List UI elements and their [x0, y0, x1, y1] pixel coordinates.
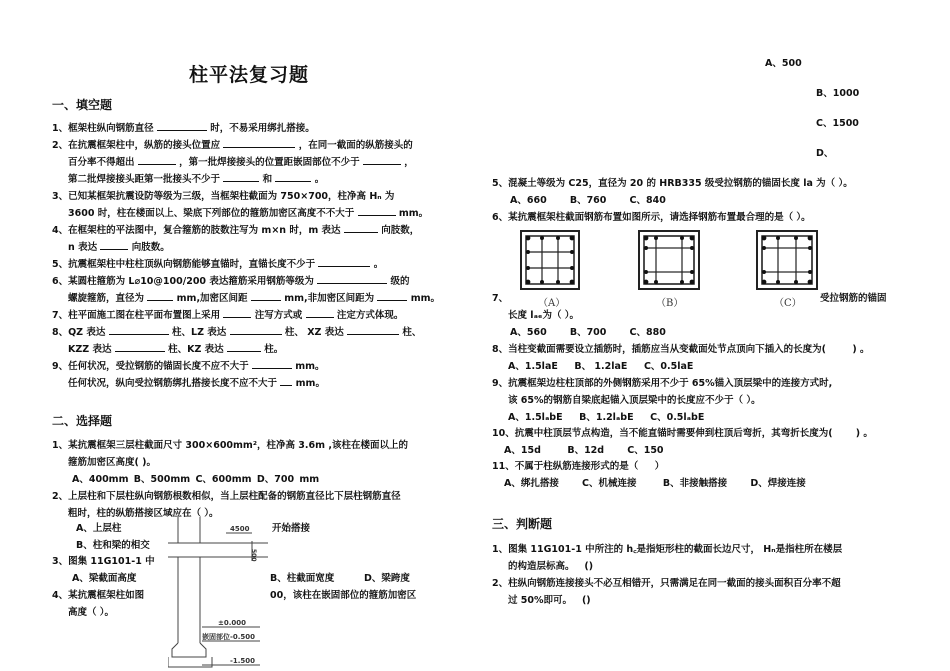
blank	[109, 324, 169, 335]
fill-q4-text2: n 表达	[68, 242, 98, 253]
choice-q2-option-b: B、柱和梁的相交	[76, 540, 150, 551]
choice-q6: 6、某抗震框架柱截面钢筋布置如图所示，请选择钢筋布置最合理的是（ ）。	[492, 212, 811, 223]
blank	[223, 307, 251, 318]
judge-q1-line2: 的构造层标高。 ()	[508, 561, 594, 572]
blank	[227, 341, 261, 352]
fill-q8-line1	[52, 324, 421, 341]
choice-q1-options: A、400mm B、500mm C、600mm D、700 mm	[72, 474, 320, 485]
judge-q2-line1: 2、柱纵向钢筋连接接头不必互相错开，只需满足在同一截面的接头面积百分率不超	[492, 578, 841, 589]
fill-q7	[52, 307, 403, 324]
fill-q2-and: 和	[262, 174, 273, 185]
choice-q5: 5、混凝土等级为 C25，直径为 20 的 HRB335 级受拉钢筋的锚固长度 la 为（ ）。	[492, 178, 853, 189]
section-figure-c	[756, 230, 818, 292]
blank	[252, 358, 292, 369]
blank	[377, 290, 407, 301]
choice-q11: 11、不属于柱纵筋连接形式的是（ ）	[492, 461, 665, 472]
blank	[223, 171, 259, 182]
blank	[100, 239, 128, 250]
right-option-b1000: B、1000	[816, 88, 860, 99]
fill-q5-end: 。	[373, 259, 384, 270]
choice-q4-line1-tail: 00，该柱在嵌固部位的箍筋加密区	[270, 590, 417, 601]
fill-q2-line3	[68, 171, 324, 188]
fill-q2-line2	[68, 154, 414, 171]
section-fill-heading: 一、填空题	[52, 98, 113, 112]
choice-q3-line1: 3、图集 11G101-1 中	[52, 556, 155, 567]
choice-q7-line2: 长度 lₐₑ为（ ）。	[508, 310, 580, 321]
column-elevation-figure	[168, 515, 268, 671]
choice-q9-line1: 9、抗震框架边柱柱顶部的外侧钢筋采用不少于 65%锚入顶层梁中的连接方式时,	[492, 378, 833, 389]
fill-q7-end: 注定方式体现。	[336, 310, 404, 321]
fill-q4-text: 4、在框架柱的平法图中，复合箍筋的肢数注写为 m×n 时，m 表达	[52, 225, 341, 236]
figure-caption-a: （A）	[538, 298, 566, 309]
choice-q5-options: A、660 B、760 C、840	[510, 195, 666, 206]
blank	[157, 120, 207, 131]
dim-4500-label: 4500	[230, 525, 250, 533]
fill-q1	[52, 120, 315, 137]
elevation-base-label: -1.500	[230, 657, 256, 665]
fill-q6-text2: 螺旋箍筋，直径为	[68, 293, 145, 304]
fill-q2-text3: ，第一批焊接接头的位置距嵌固部位不少于	[179, 157, 360, 168]
choice-q3-option-a: A、梁截面高度	[72, 573, 137, 584]
fill-q2-text: 2、在抗震框架柱中，纵筋的接头位置应	[52, 140, 221, 151]
blank	[223, 137, 295, 148]
fill-q8-text2: 柱、LZ 表达	[172, 327, 227, 338]
section-figure-a	[520, 230, 580, 292]
fill-q4-tail2: 向肢数。	[131, 242, 170, 253]
choice-q1-line2: 箍筋加密区高度( )。	[68, 457, 156, 468]
fill-q4-tail: 向肢数，	[381, 225, 420, 236]
fill-q6-text4: mm,非加密区间距为	[284, 293, 375, 304]
fill-q6-line2	[68, 290, 440, 307]
fill-q8-text5: KZZ 表达	[68, 344, 112, 355]
fill-q6-text3: mm,加密区间距	[176, 293, 248, 304]
choice-q2-option-a-tail: 开始搭接	[272, 523, 311, 534]
fill-q2-tail: ，在同一截面的纵筋接头的	[298, 140, 413, 151]
fill-q2-text4: 第二批焊接接头距第一批接头不少于	[68, 174, 221, 185]
blank	[275, 171, 311, 182]
choice-q2-line2: 粗时，柱的纵筋搭接区域应在（ ）。	[68, 508, 219, 519]
fill-q2-end: 。	[314, 174, 325, 185]
choice-q4-line1: 4、某抗震框架柱如图	[52, 590, 145, 601]
choice-q7-tail: 受拉钢筋的锚固	[820, 293, 887, 304]
fill-q8-text: 8、QZ 表达	[52, 327, 106, 338]
fill-q6-line1	[52, 273, 410, 290]
section-judge-heading: 三、判断题	[492, 517, 553, 531]
right-option-c1500: C、1500	[816, 118, 859, 129]
blank	[251, 290, 281, 301]
figure-caption-c: （C）	[774, 298, 802, 309]
choice-q1-line1: 1、某抗震框架三层柱截面尺寸 300×600mm²，柱净高 3.6m ,该柱在楼面以上的	[52, 440, 408, 451]
fill-q2-text2: 百分率不得超出	[68, 157, 135, 168]
fill-q3-unit: mm。	[398, 208, 429, 219]
fill-q8-text3: 柱、 XZ 表达	[284, 327, 344, 338]
choice-q10-options: A、15d B、12d C、150	[504, 445, 664, 456]
judge-q2-line2: 过 50%即可。 ()	[508, 595, 591, 606]
choice-q3-option-d: D、梁跨度	[364, 573, 410, 584]
blank	[280, 375, 292, 386]
blank	[344, 222, 378, 233]
blank	[230, 324, 282, 335]
fill-q1-text: 1、框架柱纵向钢筋直径	[52, 123, 154, 134]
fill-q6-text: 6、某圆柱箍筋为 L⌀10@100/200 表达箍筋采用钢筋等级为	[52, 276, 314, 287]
choice-q9-line2: 该 65%的钢筋自梁底起锚入顶层梁中的长度应不少于（ ）。	[508, 395, 761, 406]
blank	[138, 154, 176, 165]
fill-q3-line2	[68, 205, 428, 222]
fill-q9-unit: mm。	[295, 361, 325, 372]
section-figure-b	[638, 230, 700, 292]
choice-q8-options: A、1.5laE B、 1.2laE C、0.5laE	[508, 361, 694, 372]
fill-q4-line1	[52, 222, 419, 239]
blank	[363, 154, 401, 165]
fill-q5-text: 5、抗震框架柱中柱柱顶纵向钢筋能够直锚时，直锚长度不少于	[52, 259, 316, 270]
fill-q5	[52, 256, 383, 273]
fill-q6-end: mm。	[410, 293, 441, 304]
blank	[147, 290, 173, 301]
choice-q7-options: A、560 B、700 C、880	[510, 327, 666, 338]
fill-q9-unit2: mm。	[295, 378, 325, 389]
fill-q2-line1	[52, 137, 413, 154]
blank	[358, 205, 396, 216]
blank	[306, 307, 334, 318]
fill-q6-tail: 级的	[390, 276, 410, 287]
blank	[347, 324, 399, 335]
right-option-d: D、	[816, 148, 834, 159]
elevation-zero-label: ±0.000	[218, 619, 247, 627]
fill-q3-line1: 3、已知某框架抗震设防等级为三级，当框架柱截面为 750×700，柱净高 Hₙ 为	[52, 191, 395, 202]
choice-q10: 10、抗震中柱顶层节点构造，当不能直锚时需要伸到柱顶后弯折，其弯折长度为( ) 。	[492, 428, 873, 439]
fill-q9-text2: 任何状况，纵向受拉钢筋绑扎搭接长度不应不大于	[68, 378, 278, 389]
fill-q4-line2	[68, 239, 170, 256]
choice-q3-option-b: B、柱截面宽度	[270, 573, 335, 584]
figure-caption-b: （B）	[656, 298, 684, 309]
fill-q8-line2	[68, 341, 283, 358]
right-option-a500: A、500	[765, 58, 802, 69]
elevation-fixed-label: 嵌固部位-0.500	[202, 633, 256, 641]
fill-q3-text: 3600 时，柱在楼面以上、梁底下列部位的箍筋加密区高度不不大于	[68, 208, 355, 219]
fill-q2-comma: ，	[404, 157, 414, 168]
choice-q7-number: 7、	[492, 293, 509, 304]
section-choice-heading: 二、选择题	[52, 414, 113, 428]
fill-q7-text: 7、柱平面施工图在柱平面布置图上采用	[52, 310, 221, 321]
judge-q1-line1: 1、图集 11G101-1 中所注的 h꜀是指矩形柱的截面长边尺寸， Hₙ是指柱所在楼层	[492, 544, 843, 555]
blank	[115, 341, 165, 352]
fill-q7-text2: 注写方式或	[254, 310, 303, 321]
fill-q9-line2	[68, 375, 325, 392]
fill-q8-text6: 柱、KZ 表达	[168, 344, 224, 355]
fill-q1-tail: 时，不易采用绑扎搭接。	[210, 123, 315, 134]
choice-q8: 8、当柱变截面需要设立插筋时，插筋应当从变截面处节点顶向下插入的长度为( ) 。	[492, 344, 870, 355]
choice-q2-line1: 2、上层柱和下层柱纵向钢筋根数相似，当上层柱配备的钢筋直径比下层柱钢筋直径	[52, 491, 401, 502]
choice-q9-options: A、1.5lₐbE B、1.2lₐbE C、0.5lₐbE	[508, 412, 705, 423]
choice-q11-options: A、绑扎搭接 C、机械连接 B、非接触搭接 D、焊接连接	[504, 478, 806, 489]
page-title: 柱平法复习题	[189, 64, 310, 86]
choice-q2-option-a: A、上层柱	[76, 523, 122, 534]
fill-q8-end: 柱。	[264, 344, 284, 355]
dim-500-label: 500	[250, 549, 257, 562]
choice-q4-line2: 高度（ ）。	[68, 607, 115, 618]
blank	[318, 256, 370, 267]
fill-q9-text: 9、任何状况，受拉钢筋的锚固长度不应不大于	[52, 361, 249, 372]
fill-q8-text4: 柱、	[402, 327, 422, 338]
fill-q9-line1	[52, 358, 325, 375]
blank	[317, 273, 387, 284]
